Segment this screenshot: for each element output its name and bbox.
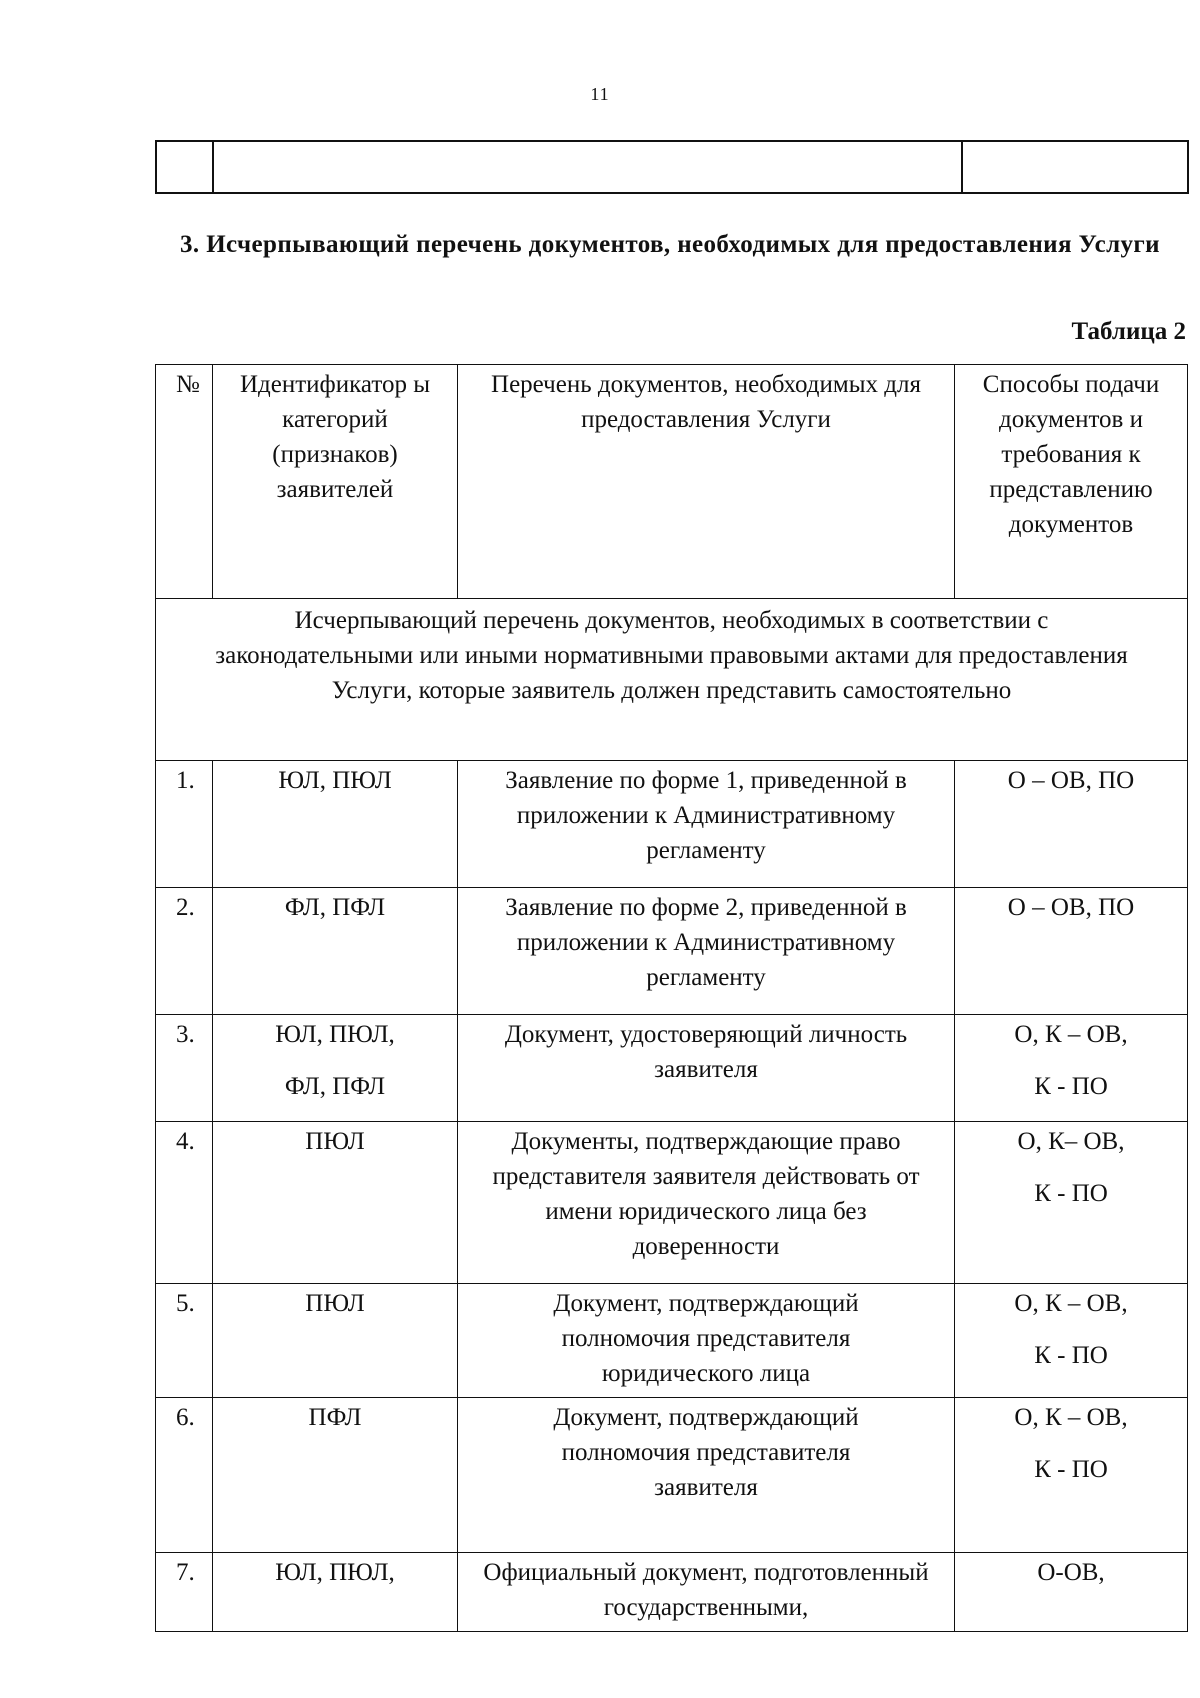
method-line: О – ОВ, ПО xyxy=(1007,767,1135,794)
method-line: О, К – ОВ, xyxy=(1014,1290,1128,1317)
row-number: 2. xyxy=(156,888,213,1015)
row-categories xyxy=(213,888,458,1015)
row-number: 6. xyxy=(156,1398,213,1553)
table-caption: Таблица 2 xyxy=(1071,318,1186,345)
group-heading: Исчерпывающий перечень документов, необходимых в соответствии с законодательными или иными нормативными правовыми актами для предоставления Услуги, которые заявитель должен представить самостоятельно xyxy=(156,599,1188,761)
row-document: Документ, подтверждающий полномочия представителя юридического лица xyxy=(458,1284,955,1398)
header-categories: Идентификатор ы категорий (признаков) заявителей xyxy=(213,365,458,599)
table-row xyxy=(156,1398,1188,1553)
row-methods xyxy=(955,1553,1188,1632)
method-line: О-ОВ, xyxy=(1037,1559,1105,1586)
table-row xyxy=(156,888,1188,1015)
row-document: Официальный документ, подготовленный государственными, xyxy=(458,1553,955,1632)
table-cell xyxy=(962,141,1188,193)
table-row xyxy=(156,1015,1188,1122)
row-number: 7. xyxy=(156,1553,213,1632)
method-line: К - ПО xyxy=(1034,1342,1108,1369)
row-categories xyxy=(213,761,458,888)
category-line: ФЛ, ПФЛ xyxy=(284,894,386,921)
row-document: Документ, удостоверяющий личность заявителя xyxy=(458,1015,955,1122)
header-number: № xyxy=(156,365,213,599)
table-cell xyxy=(213,141,962,193)
category-line: ПФЛ xyxy=(308,1404,362,1431)
table-row xyxy=(156,1122,1188,1284)
row-number: 3. xyxy=(156,1015,213,1122)
documents-table xyxy=(155,364,1188,1632)
method-line: К - ПО xyxy=(1034,1456,1108,1483)
table-row xyxy=(156,1284,1188,1398)
method-line: О, К – ОВ, xyxy=(1014,1021,1128,1048)
table-cell xyxy=(156,141,213,193)
row-number: 1. xyxy=(156,761,213,888)
row-document: Документы, подтверждающие право представителя заявителя действовать от имени юридического лица без доверенности xyxy=(458,1122,955,1284)
category-line: ПЮЛ xyxy=(305,1290,365,1317)
header-methods: Способы подачи документов и требования к представлению документов xyxy=(955,365,1188,599)
row-number: 4. xyxy=(156,1122,213,1284)
table-row xyxy=(156,1553,1188,1632)
category-line: ЮЛ, ПЮЛ, xyxy=(275,1559,395,1586)
page-number: 11 xyxy=(590,84,610,104)
row-categories xyxy=(213,1122,458,1284)
header-row xyxy=(156,365,1188,599)
row-document: Заявление по форме 2, приведенной в приложении к Административному регламенту xyxy=(458,888,955,1015)
row-categories xyxy=(213,1015,458,1122)
row-methods xyxy=(955,761,1188,888)
method-line: К - ПО xyxy=(1034,1073,1108,1100)
group-heading-row xyxy=(156,599,1188,761)
section-title: 3. Исчерпывающий перечень документов, необходимых для предоставления Услуги xyxy=(180,231,1160,258)
row-document: Документ, подтверждающий полномочия представителя заявителя xyxy=(458,1398,955,1553)
category-line: ЮЛ, ПЮЛ, xyxy=(275,1021,395,1048)
row-categories xyxy=(213,1398,458,1553)
row-methods xyxy=(955,1398,1188,1553)
table-row xyxy=(156,761,1188,888)
row-document: Заявление по форме 1, приведенной в приложении к Административному регламенту xyxy=(458,761,955,888)
row-methods xyxy=(955,888,1188,1015)
category-line: ФЛ, ПФЛ xyxy=(284,1073,386,1100)
header-documents: Перечень документов, необходимых для предоставления Услуги xyxy=(458,365,955,599)
row-categories xyxy=(213,1553,458,1632)
row-number: 5. xyxy=(156,1284,213,1398)
method-line: О, К– ОВ, xyxy=(1017,1128,1125,1155)
category-line: ПЮЛ xyxy=(305,1128,365,1155)
method-line: К - ПО xyxy=(1034,1180,1108,1207)
method-line: О, К – ОВ, xyxy=(1014,1404,1128,1431)
row-methods xyxy=(955,1122,1188,1284)
row-methods xyxy=(955,1015,1188,1122)
category-line: ЮЛ, ПЮЛ xyxy=(278,767,392,794)
previous-table-continuation xyxy=(155,140,1189,194)
row-categories xyxy=(213,1284,458,1398)
method-line: О – ОВ, ПО xyxy=(1007,894,1135,921)
row-methods xyxy=(955,1284,1188,1398)
